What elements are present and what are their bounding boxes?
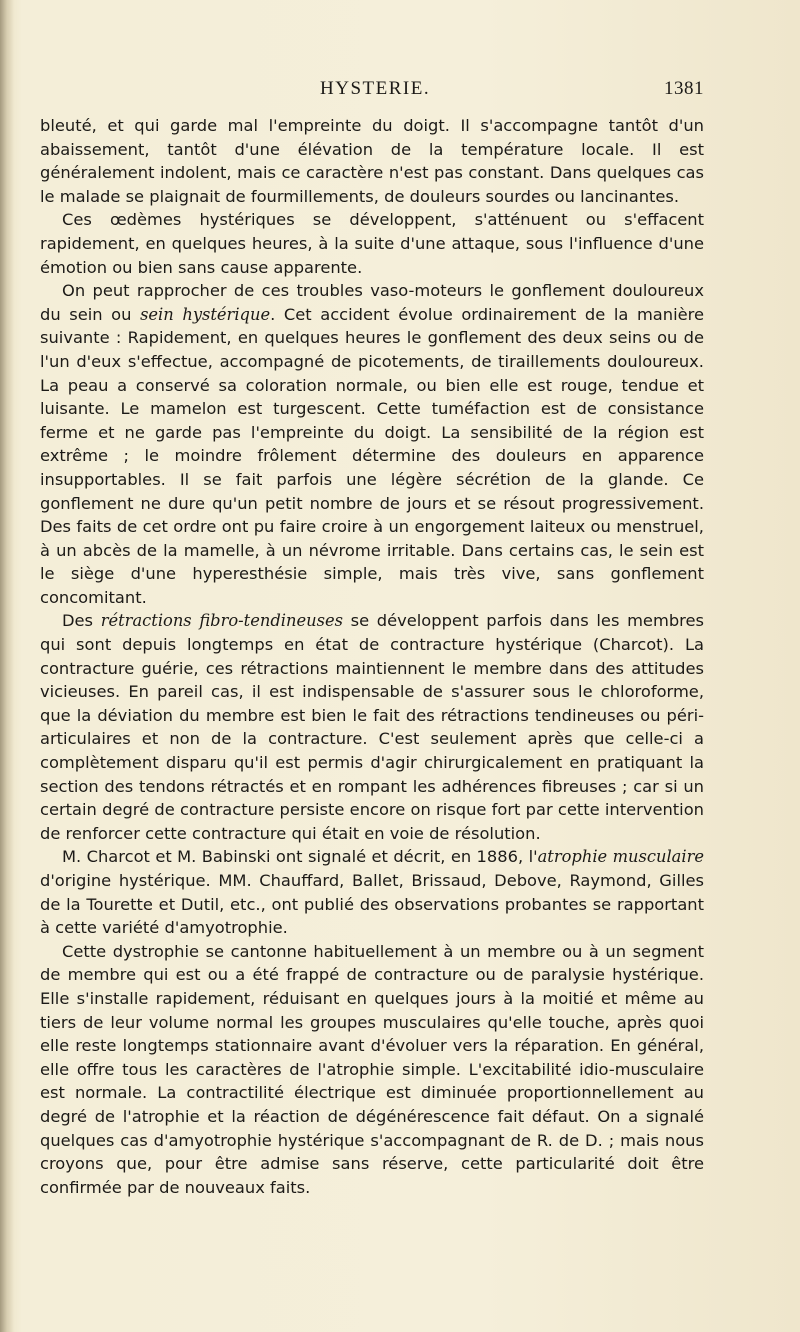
paragraph-5	[40, 845, 704, 939]
term-sein-hysterique: sein hystérique	[140, 304, 271, 324]
term-atrophie-musculaire: atrophie musculaire	[537, 847, 704, 867]
page-number: 1381	[664, 78, 704, 99]
running-head	[40, 78, 704, 108]
binding-edge	[0, 0, 14, 1332]
paragraph-5-text-b: d'origine hystérique. MM. Chauffard, Ballet, Brissaud, Debove, Raymond, Gilles de la Tourette et Dutil, etc., ont publié des observations probantes se rapportant à cette variété d'amyotrophie.	[40, 871, 704, 938]
paragraph-3-text-b: . Cet accident évolue ordinairement de la manière suivante : Rapidement, en quelques heures le gonflement des deux seins ou de l'un d'eux s'effectue, accompagné de picotements, de tiraillements douloureux. La peau a conservé sa coloration normale, ou bien elle est rouge, tendue et luisante. Le mamelon est turgescent. Cette tuméfaction est de consistance ferme et ne garde pas l'empreinte du doigt. La sensibilité de la région est extrême ; le moindre frôlement détermine des douleurs en apparence insupportables. Il se fait parfois une légère sécrétion de la glande. Ce gonflement ne dure qu'un petit nombre de jours et se résout progressivement. Des faits de cet ordre ont pu faire croire à un engorgement laiteux ou menstruel, à un abcès de la mamelle, à un névrome irritable. Dans certains cas, le sein est le siège d'une hyperesthésie simple, mais très vive, sans gonflement concomitant.	[40, 304, 704, 607]
paragraph-4-text-a: Des	[62, 611, 101, 631]
paragraph-6: Cette dystrophie se cantonne habituellement à un membre ou à un segment de membre qui est ou a été frappé de contracture ou de paralysie hystérique. Elle s'installe rapidement, réduisant en quelques jours à la moitié et même au tiers de leur volume normal les groupes musculaires qu'elle touche, après quoi elle reste longtemps stationnaire avant d'évoluer vers la réparation. En général, elle offre tous les caractères de l'atrophie simple. L'excitabilité idio-musculaire est normale. La contractilité électrique est diminuée proportionnellement au degré de l'atrophie et la réaction de dégénérescence fait défaut. On a signalé quelques cas d'amyotrophie hystérique s'accompagnant de R. de D. ; mais nous croyons que, pour être admise sans réserve, cette particularité doit être confirmée par de nouveaux faits.	[40, 941, 704, 1197]
paragraph-3	[40, 279, 704, 609]
paragraph-2: Ces œdèmes hystériques se développent, s'atténuent ou s'effacent rapidement, en quelques heures, à la suite d'une attaque, sous l'influence d'une émotion ou bien sans cause apparente.	[40, 210, 704, 277]
paragraph-4	[40, 609, 704, 845]
paragraph-4-text-b: se développent parfois dans les membres qui sont depuis longtemps en état de contracture hystérique (Charcot). La contracture guérie, ces rétractions maintiennent le membre dans des attitudes vicieuses. En pareil cas, il est indispensable de s'assurer sous le chloroforme, que la déviation du membre est bien le fait des rétractions tendineuses ou péri-articulaires et non de la contracture. C'est seulement après que celle-ci a complètement disparu qu'il est permis d'agir chirurgicalement en pratiquant la section des tendons rétractés et en rompant les adhérences fibreuses ; car si un certain degré de contracture persiste encore on risque fort par cette intervention de renforcer cette contracture qui était en voie de résolution.	[40, 611, 704, 843]
paragraph-1: bleuté, et qui garde mal l'empreinte du doigt. Il s'accompagne tantôt d'un abaissement, tantôt d'une élévation de la température locale. Il est généralement indolent, mais ce caractère n'est pas constant. Dans quelques cas le malade se plaignait de fourmillements, de douleurs sourdes ou lancinantes.	[40, 116, 704, 206]
body-text	[40, 114, 704, 1199]
term-retractions-fibro-tendineuses: rétractions fibro-tendineuses	[100, 611, 343, 631]
paragraph-3-text-a: On peut rapprocher de ces troubles vaso-moteurs le gonflement douloureux du sein ou	[40, 281, 704, 324]
paragraph-5-text-a: M. Charcot et M. Babinski ont signalé et décrit, en 1886, l'	[62, 847, 538, 867]
running-title: HYSTERIE.	[320, 78, 431, 99]
